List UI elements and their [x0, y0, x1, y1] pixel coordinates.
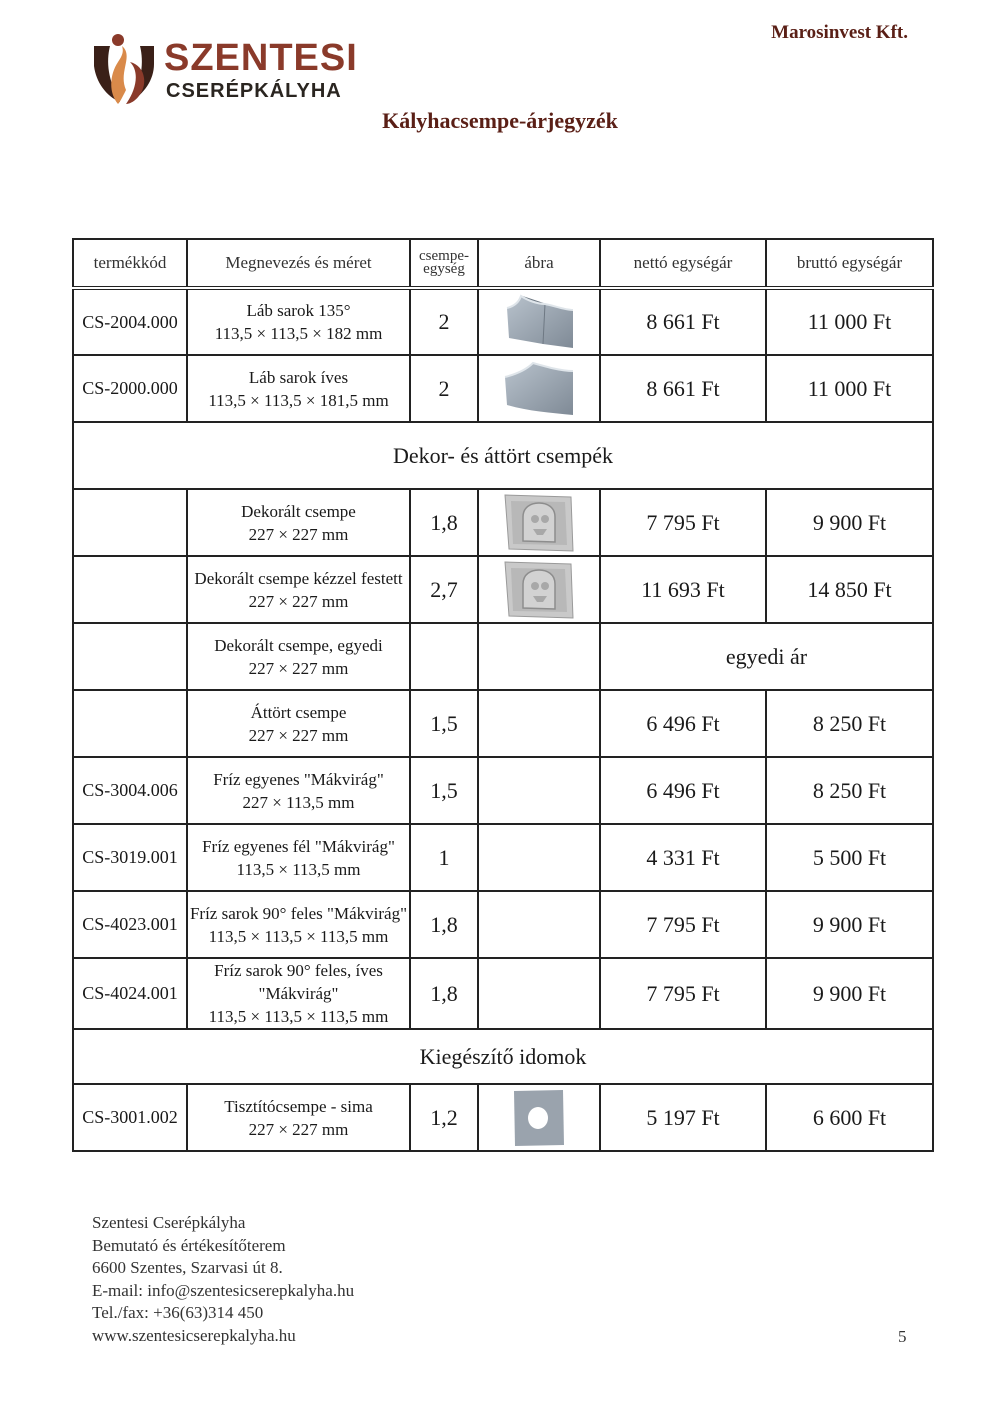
price-table — [72, 238, 934, 1152]
size-text: 113,5 × 113,5 mm — [236, 859, 361, 879]
unit-qty: 1,8 — [410, 958, 478, 1029]
unit-qty: 1,2 — [410, 1084, 478, 1151]
product-image — [478, 891, 600, 958]
table-row — [73, 690, 933, 757]
size-text: 113,5 × 113,5 × 181,5 mm — [208, 390, 389, 410]
unit-qty: 2 — [410, 288, 478, 355]
product-name — [187, 288, 410, 355]
product-code: CS-3001.002 — [73, 1084, 187, 1151]
product-code: CS-3019.001 — [73, 824, 187, 891]
product-code — [73, 690, 187, 757]
section-heading-dekor: Dekor- és áttört csempék — [73, 422, 933, 489]
col-header-net: nettó egységár — [600, 239, 766, 288]
product-image — [478, 288, 600, 355]
logo-name: SZENTESI — [164, 37, 358, 79]
net-price: 6 496 Ft — [600, 690, 766, 757]
name-text: Láb sarok íves — [248, 367, 349, 387]
section-row — [73, 422, 933, 489]
product-image — [478, 958, 600, 1029]
cleaning-tile-icon — [511, 1088, 567, 1148]
name-text: Fríz sarok 90° feles, íves "Mákvirág" — [214, 961, 383, 1003]
unit-qty: 2,7 — [410, 556, 478, 623]
product-name — [187, 824, 410, 891]
col-header-name: Megnevezés és méret — [187, 239, 410, 288]
name-text: Tisztítócsempe - sima — [224, 1096, 373, 1116]
product-code: CS-2000.000 — [73, 355, 187, 422]
table-row — [73, 1084, 933, 1151]
gross-price: 9 900 Ft — [766, 489, 933, 556]
product-code: CS-4024.001 — [73, 958, 187, 1029]
logo-subtitle: CSERÉPKÁLYHA — [166, 80, 342, 102]
gross-price: 14 850 Ft — [766, 556, 933, 623]
product-code — [73, 489, 187, 556]
size-text: 227 × 227 mm — [248, 524, 349, 544]
gross-price: 6 600 Ft — [766, 1084, 933, 1151]
product-image — [478, 355, 600, 422]
product-code — [73, 623, 187, 690]
product-name — [187, 355, 410, 422]
custom-price: egyedi ár — [600, 623, 933, 690]
footer-company: Szentesi Cserépkályha — [92, 1213, 246, 1232]
unit-qty: 1,8 — [410, 891, 478, 958]
net-price: 8 661 Ft — [600, 288, 766, 355]
decorated-tile-icon — [503, 560, 575, 620]
net-price: 5 197 Ft — [600, 1084, 766, 1151]
brand-logo — [92, 32, 362, 108]
net-price: 7 795 Ft — [600, 489, 766, 556]
size-text: 227 × 227 mm — [248, 725, 349, 745]
size-text: 227 × 227 mm — [248, 1119, 349, 1139]
size-text: 227 × 227 mm — [248, 591, 349, 611]
product-name — [187, 556, 410, 623]
name-text: Fríz sarok 90° feles "Mákvirág" — [189, 903, 408, 923]
col-header-gross: bruttó egységár — [766, 239, 933, 288]
product-name — [187, 489, 410, 556]
col-header-unit-text: csempe-egység — [419, 248, 469, 277]
contact-footer — [92, 1212, 354, 1347]
product-name — [187, 757, 410, 824]
name-text: Láb sarok 135° — [246, 301, 351, 320]
unit-qty: 1,5 — [410, 757, 478, 824]
footer-phone: Tel./fax: +36(63)314 450 — [92, 1303, 264, 1322]
product-name — [187, 623, 410, 690]
product-name — [187, 690, 410, 757]
gross-price: 8 250 Ft — [766, 690, 933, 757]
table-row — [73, 288, 933, 355]
product-image — [478, 556, 600, 623]
product-name — [187, 891, 410, 958]
corner-tile-135-icon — [501, 294, 577, 350]
unit-qty: 1,8 — [410, 489, 478, 556]
table-row — [73, 958, 933, 1029]
name-text: Áttört csempe — [250, 702, 347, 722]
net-price: 11 693 Ft — [600, 556, 766, 623]
name-text: Fríz egyenes "Mákvirág" — [213, 769, 384, 789]
name-text: Dekorált csempe kézzel festett — [194, 568, 403, 588]
net-price: 8 661 Ft — [600, 355, 766, 422]
product-code: CS-2004.000 — [73, 288, 187, 355]
decorated-tile-icon — [503, 493, 575, 553]
size-text: 113,5 × 113,5 × 113,5 mm — [208, 1007, 389, 1026]
name-text: Fríz egyenes fél "Mákvirág" — [202, 836, 395, 856]
company-name: Marosinvest Kft. — [771, 22, 908, 43]
size-text: 227 × 113,5 mm — [242, 792, 355, 812]
product-code: CS-4023.001 — [73, 891, 187, 958]
product-code — [73, 556, 187, 623]
col-header-code: termékkód — [73, 239, 187, 288]
table-row — [73, 489, 933, 556]
unit-qty — [410, 623, 478, 690]
page-number: 5 — [898, 1327, 907, 1346]
unit-qty: 1,5 — [410, 690, 478, 757]
gross-price: 11 000 Ft — [766, 288, 933, 355]
col-header-unit — [410, 239, 478, 288]
gross-price: 5 500 Ft — [766, 824, 933, 891]
table-row — [73, 891, 933, 958]
product-code: CS-3004.006 — [73, 757, 187, 824]
footer-email[interactable]: E-mail: info@szentesicserepkalyha.hu — [92, 1280, 355, 1300]
table-row — [73, 355, 933, 422]
size-text: 227 × 227 mm — [248, 658, 349, 678]
footer-address: 6600 Szentes, Szarvasi út 8. — [92, 1258, 283, 1277]
product-image — [478, 1084, 600, 1151]
table-row — [73, 623, 933, 690]
table-header-row — [73, 239, 933, 288]
net-price: 4 331 Ft — [600, 824, 766, 891]
product-name — [187, 1084, 410, 1151]
product-name — [187, 958, 410, 1029]
name-text: Dekorált csempe — [241, 501, 356, 521]
product-image — [478, 824, 600, 891]
gross-price: 9 900 Ft — [766, 891, 933, 958]
net-price: 6 496 Ft — [600, 757, 766, 824]
unit-qty: 2 — [410, 355, 478, 422]
table-row — [73, 824, 933, 891]
gross-price: 8 250 Ft — [766, 757, 933, 824]
section-row — [73, 1029, 933, 1084]
footer-website[interactable]: www.szentesicserepkalyha.hu — [92, 1325, 296, 1345]
flame-logo-icon — [92, 32, 156, 106]
table-row — [73, 556, 933, 623]
name-text: Dekorált csempe, egyedi — [214, 635, 383, 655]
product-image — [478, 489, 600, 556]
net-price: 7 795 Ft — [600, 958, 766, 1029]
gross-price: 11 000 Ft — [766, 355, 933, 422]
product-image — [478, 623, 600, 690]
size-text: 113,5 × 113,5 × 182 mm — [214, 324, 383, 343]
product-image — [478, 757, 600, 824]
curved-corner-tile-icon — [501, 361, 577, 417]
footer-showroom: Bemutató és értékesítőterem — [92, 1235, 286, 1255]
gross-price: 9 900 Ft — [766, 958, 933, 1029]
section-heading-extra: Kiegészítő idomok — [73, 1029, 933, 1084]
table-row — [73, 757, 933, 824]
product-image — [478, 690, 600, 757]
page-title: Kályhacsempe-árjegyzék — [382, 108, 618, 133]
size-text: 113,5 × 113,5 × 113,5 mm — [208, 926, 389, 946]
unit-qty: 1 — [410, 824, 478, 891]
net-price: 7 795 Ft — [600, 891, 766, 958]
col-header-image: ábra — [478, 239, 600, 288]
